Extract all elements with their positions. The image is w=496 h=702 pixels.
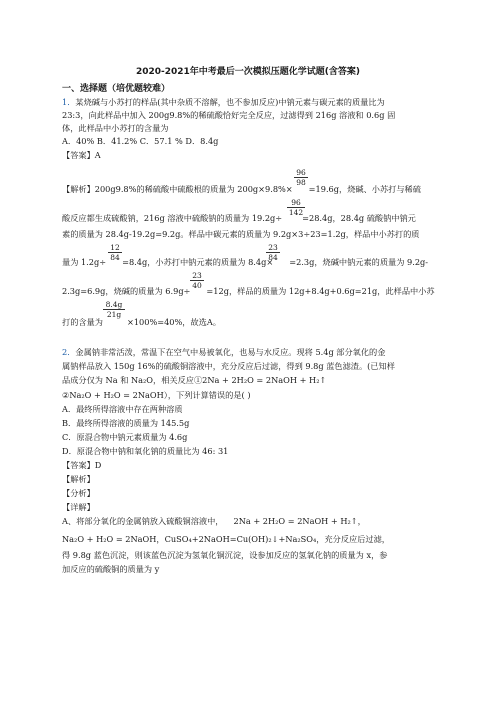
frac-num: 96 — [291, 198, 301, 207]
q2-detail-3: 得 9.8g 蓝色沉淀，则该蓝色沉淀为氢氧化铜沉淀，设参加反应的氢氧化钠的质量为 x，参 — [62, 550, 388, 560]
q1-explain-2b: =28.4g，28.4g 硫酸钠中钠元 — [302, 213, 416, 223]
q2-text-1: 金属钠非常活泼，常温下在空气中易被氧化，也易与水反应。现将 5.4g 部分氧化的金 — [75, 347, 386, 357]
q1-explain-4a: 量为 1.2g÷ — [62, 257, 107, 267]
q2-line-3 — [62, 375, 326, 386]
q1-line-2: 23:3，向此样品中加入 200g9.8%的稀硫酸恰好完全反应，过滤得到 216g 溶液和 0.6g 固 — [62, 110, 396, 120]
q2-equation-1: 2Na + 2H₂O = 2NaOH + H₂↑ — [202, 375, 327, 385]
q1-explain-2a: 酸反应都生成硫酸钠，216g 溶液中硫酸钠的质量为 19.2g÷ — [62, 213, 283, 223]
frac-den: 21g — [103, 309, 125, 319]
q2-option-a: A．最终所得溶液中存在两种溶质 — [62, 404, 183, 414]
q1-line-3: 体，此样品中小苏打的含量为 — [62, 123, 169, 133]
q1-explain-4c: =2.3g，烧碱中钠元素的质量为 9.2g- — [289, 257, 429, 267]
q1-explain-1b: =19.6g，烧碱、小苏打与稀硫 — [308, 184, 421, 194]
q1-text-1: 某烧碱与小苏打的样品(其中杂质不溶解，也不参加反应)中钠元素与碳元素的质量比为 — [75, 97, 385, 107]
q2-detail-1a: A、将部分氧化的金属钠放入硫酸铜溶液中， — [62, 516, 224, 526]
frac-num: 8.4g — [105, 300, 123, 309]
q2-detail-4: 加反应的硫酸铜的质量为 y — [62, 564, 160, 574]
q1-explain-6 — [62, 317, 221, 328]
q2-fenxi-label: 【分析】 — [62, 488, 95, 498]
q1-number: 1． — [62, 97, 76, 107]
q2-analysis-label: 【解析】 — [62, 474, 95, 484]
q1-explain-5a: 2.3g=6.9g，烧碱的质量为 6.9g÷ — [62, 286, 191, 296]
q1-line-1 — [62, 97, 385, 108]
q2-text-4b: ），下列计算错误的是( ) — [163, 390, 251, 400]
frac-den: 84 — [266, 252, 280, 262]
section-heading: 一、选择题（培优题较难） — [62, 84, 171, 94]
frac-den: 40 — [190, 280, 204, 290]
q2-number: 2． — [62, 347, 76, 357]
q1-explain-1 — [62, 184, 421, 195]
q1-explain-6a: 打的含量为 — [62, 317, 103, 327]
q2-option-d: D．原混合物中钠和氧化钠的质量比为 46: 31 — [62, 446, 229, 456]
q2-detail-2: Na₂O + H₂O = 2NaOH，CuSO₄+2NaOH=Cu(OH)₂↓+Na₂SO₄，充分反应后过滤， — [62, 534, 390, 544]
frac-num: 23 — [192, 271, 202, 280]
frac-num: 96 — [296, 168, 306, 177]
q1-explain-5 — [62, 286, 435, 297]
q2-text-3a: 品成分仅为 Na 和 Na₂O，相关反应① — [62, 375, 203, 385]
q2-line-2: 属钠样品放入 150g 16%的硫酸铜溶液中，充分反应后过滤，得到 9.8g 蓝色滤渣。(已知样 — [62, 361, 395, 371]
q1-explain-4 — [62, 257, 428, 268]
q1-explain-6b: ×100%=40%，故选A。 — [126, 317, 221, 327]
q1-options: A．40% B．41.2% C．57.1 % D．8.4g — [62, 136, 219, 146]
q2-detail-label: 【详解】 — [62, 502, 95, 512]
q2-option-b: B．最终所得溶液的质量为 145.5g — [62, 418, 190, 428]
q2-option-c: C．原混合物中钠元素质量为 4.6g — [62, 432, 188, 442]
q1-explain-1a: 【解析】200g9.8%的稀硫酸中硫酸根的质量为 200g×9.8%× — [62, 184, 293, 194]
q2-detail-equation: 2Na + 2H₂O = 2NaOH + H₂↑， — [233, 516, 366, 526]
q1-answer: 【答案】A — [62, 150, 101, 160]
page-title: 2020-2021年中考最后一次模拟压题化学试题(含答案) — [135, 67, 361, 77]
frac-num: 12 — [110, 243, 120, 252]
frac-den: 98 — [294, 177, 308, 187]
frac-num: 23 — [268, 243, 278, 252]
q1-explain-5b: =12g，样品的质量为 12g+8.4g+0.6g=21g，此样品中小苏 — [206, 286, 435, 296]
q1-explain-3: 素的质量为 28.4g-19.2g=9.2g。样品中碳元素的质量为 9.2g×3÷23=1.2g，样品中小苏打的质 — [62, 229, 420, 239]
q2-answer: 【答案】D — [62, 460, 102, 470]
frac-den: 84 — [108, 252, 122, 262]
q2-equation-2: ②Na₂O + H₂O = 2NaOH — [62, 390, 164, 400]
q1-explain-4b: =8.4g，小苏打中钠元素的质量为 8.4g× — [122, 257, 274, 267]
q2-line-1 — [62, 347, 385, 358]
q2-detail-1 — [62, 516, 366, 527]
q2-line-4 — [62, 390, 251, 401]
frac-den: 142 — [288, 208, 304, 217]
q1-explain-2 — [62, 213, 416, 224]
